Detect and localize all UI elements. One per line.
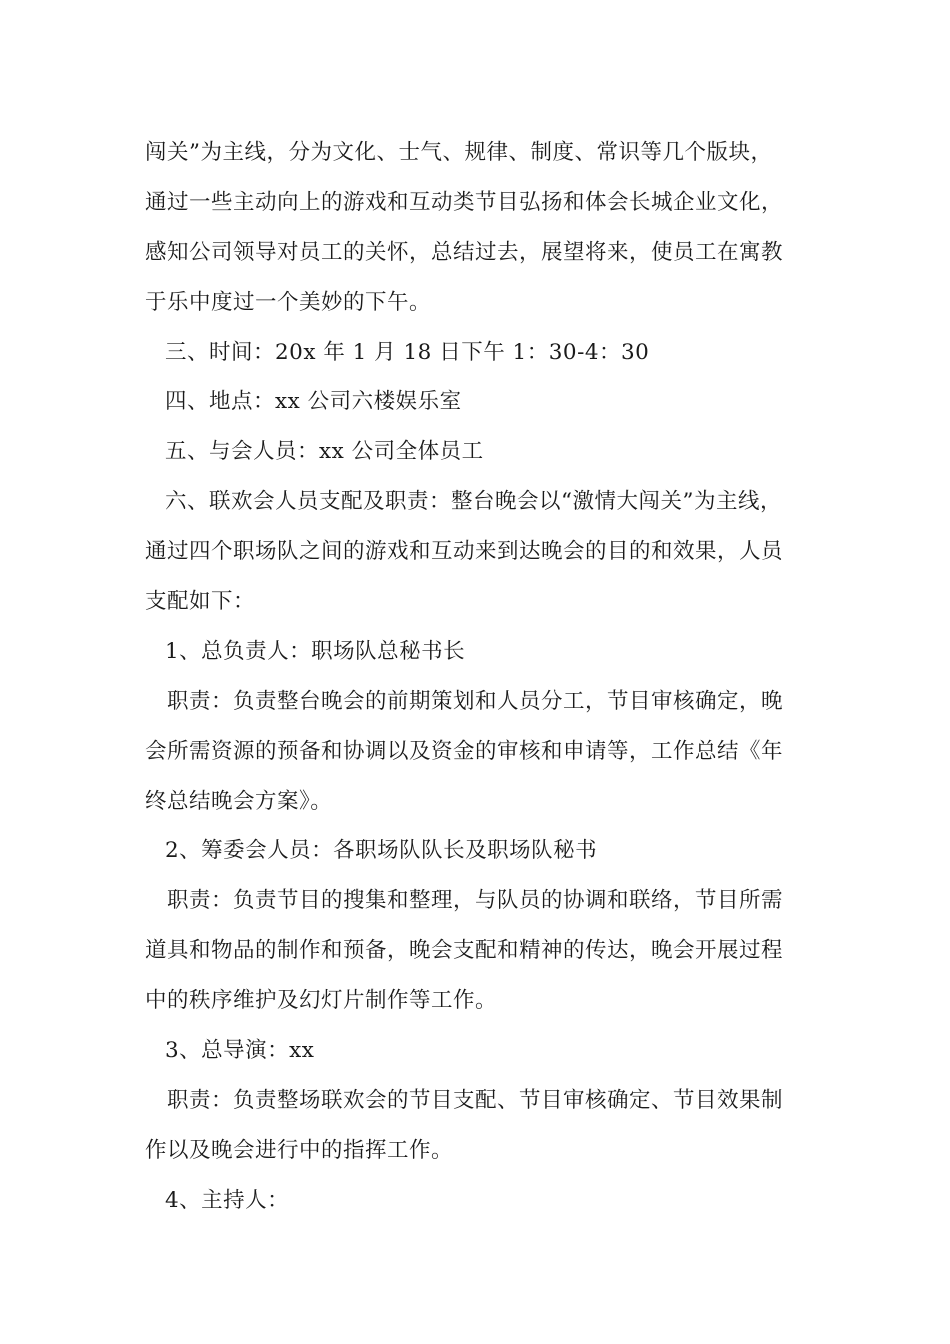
section-time: 三、时间：20x 年 1 月 18 日下午 1：30-4：30 bbox=[165, 339, 650, 365]
section-staffing: 六、联欢会人员支配及职责：整台晚会以“激情大闯关”为主线， bbox=[165, 489, 782, 515]
paragraph-line: 闯关”为主线，分为文化、士气、规律、制度、常识等几个版块， bbox=[145, 140, 773, 165]
role-committee: 2、筹委会人员：各职场队队长及职场队秘书 bbox=[165, 838, 598, 864]
paragraph-line: 通过四个职场队之间的游戏和互动来到达晚会的目的和效果，人员 bbox=[145, 539, 784, 565]
role-duty: 职责：负责整台晚会的前期策划和人员分工，节目审核确定，晚 bbox=[167, 688, 784, 714]
paragraph-line: 会所需资源的预备和协调以及资金的审核和申请等，工作总结《年 bbox=[145, 738, 784, 764]
paragraph-line: 支配如下： bbox=[145, 589, 256, 615]
role-host: 4、主持人： bbox=[165, 1187, 290, 1213]
paragraph-line: 中的秩序维护及幻灯片制作等工作。 bbox=[145, 988, 498, 1014]
paragraph-line: 感知公司领导对员工的关怀，总结过去，展望将来，使员工在寓教 bbox=[145, 239, 784, 265]
paragraph-line: 道具和物品的制作和预备，晚会支配和精神的传达，晚会开展过程 bbox=[145, 938, 784, 964]
paragraph-line: 作以及晚会进行中的指挥工作。 bbox=[145, 1137, 454, 1163]
section-location: 四、地点：xx 公司六楼娱乐室 bbox=[165, 389, 462, 415]
section-attendees: 五、与会人员：xx 公司全体员工 bbox=[165, 439, 484, 465]
paragraph-line: 于乐中度过一个美妙的下午。 bbox=[145, 289, 432, 315]
role-duty: 职责：负责节目的搜集和整理，与队员的协调和联络，节目所需 bbox=[167, 888, 784, 914]
paragraph-line: 通过一些主动向上的游戏和互动类节目弘扬和体会长城企业文化， bbox=[145, 189, 784, 215]
role-chief: 1、总负责人：职场队总秘书长 bbox=[165, 638, 466, 664]
role-duty: 职责：负责整场联欢会的节目支配、节目审核确定、节目效果制 bbox=[167, 1087, 784, 1113]
paragraph-line: 终总结晚会方案》。 bbox=[145, 788, 333, 814]
document-body bbox=[145, 128, 825, 1226]
role-director: 3、总导演：xx bbox=[165, 1038, 315, 1064]
